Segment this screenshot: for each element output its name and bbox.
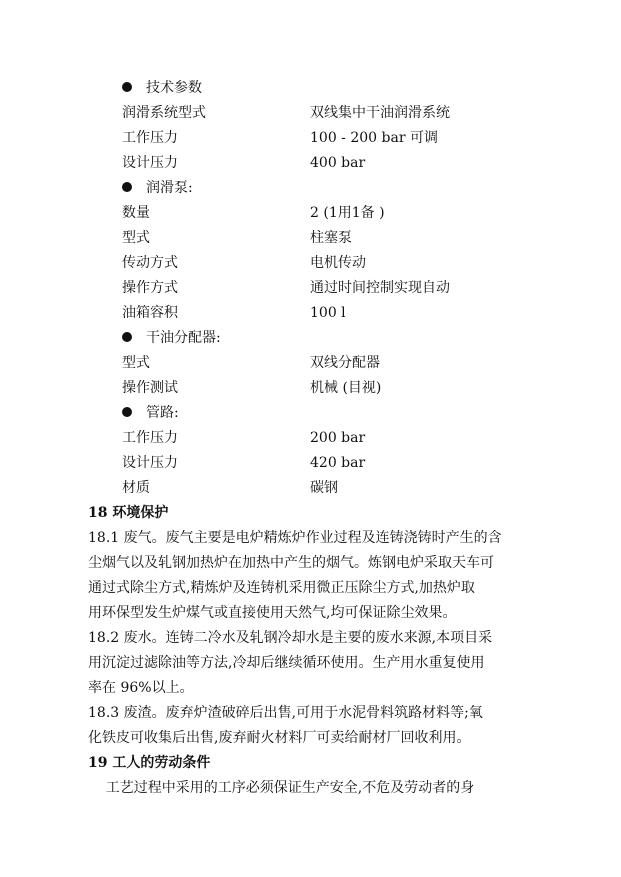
spec-key: 传动方式 bbox=[122, 255, 178, 271]
paragraph-line: 18.1 废气。废气主要是电炉精炼炉作业过程及连铸浇铸时产生的含 bbox=[88, 530, 502, 546]
bullet-label: 干油分配器: bbox=[146, 330, 221, 346]
paragraph-line: 用环保型发生炉煤气或直接使用天然气,均可保证除尘效果。 bbox=[88, 605, 457, 621]
spec-bullet-distributor bbox=[122, 328, 221, 348]
paragraph-line: 尘烟气以及轧钢加热炉在加热中产生的烟气。炼钢电炉采取天车可 bbox=[88, 555, 494, 571]
bullet-label: 技术参数 bbox=[146, 80, 202, 96]
spec-value: 2 (1用1备 ) bbox=[310, 205, 385, 221]
spec-key: 操作测试 bbox=[122, 380, 178, 396]
spec-value: 机械 (目视) bbox=[310, 380, 382, 396]
paragraph-line: 18.3 废渣。废弃炉渣破碎后出售,可用于水泥骨料筑路材料等;氧 bbox=[88, 705, 483, 721]
spec-key: 型式 bbox=[122, 230, 150, 246]
spec-value: 碳钢 bbox=[310, 480, 338, 496]
spec-value: 双线集中干油润滑系统 bbox=[310, 105, 450, 121]
spec-key: 工作压力 bbox=[122, 430, 178, 446]
spec-bullet-piping bbox=[122, 403, 179, 423]
spec-key: 油箱容积 bbox=[122, 305, 178, 321]
paragraph-line: 18.2 废水。连铸二冷水及轧钢冷却水是主要的废水来源,本项目采 bbox=[88, 630, 493, 646]
spec-key: 润滑系统型式 bbox=[122, 105, 206, 121]
spec-value: 200 bar bbox=[310, 430, 366, 446]
spec-value: 100 l bbox=[310, 305, 346, 321]
bullet-dot-icon bbox=[122, 407, 132, 417]
paragraph-line: 用沉淀过滤除油等方法,冷却后继续循环使用。生产用水重复使用 bbox=[88, 655, 485, 671]
spec-value: 电机传动 bbox=[310, 255, 366, 271]
bullet-dot-icon bbox=[122, 82, 132, 92]
paragraph-line: 工艺过程中采用的工序必须保证生产安全,不危及劳动者的身 bbox=[88, 780, 475, 796]
spec-key: 工作压力 bbox=[122, 130, 178, 146]
spec-value: 400 bar bbox=[310, 155, 366, 171]
spec-bullet-technical-params bbox=[122, 78, 202, 98]
spec-key: 设计压力 bbox=[122, 155, 178, 171]
spec-key: 设计压力 bbox=[122, 455, 178, 471]
spec-key: 材质 bbox=[122, 480, 150, 496]
section-heading-19: 19 工人的劳动条件 bbox=[88, 755, 211, 771]
spec-value: 通过时间控制实现自动 bbox=[310, 280, 450, 296]
spec-value: 柱塞泵 bbox=[310, 230, 352, 246]
spec-bullet-pump bbox=[122, 178, 193, 198]
paragraph-line: 率在 96%以上。 bbox=[88, 680, 194, 696]
spec-key: 数量 bbox=[122, 205, 150, 221]
bullet-label: 管路: bbox=[146, 405, 179, 421]
paragraph-line: 化铁皮可收集后出售,废弃耐火材料厂可卖给耐材厂回收利用。 bbox=[88, 730, 471, 746]
spec-value: 420 bar bbox=[310, 455, 366, 471]
spec-value: 100 - 200 bar 可调 bbox=[310, 130, 438, 146]
spec-key: 操作方式 bbox=[122, 280, 178, 296]
spec-key: 型式 bbox=[122, 355, 150, 371]
bullet-dot-icon bbox=[122, 182, 132, 192]
bullet-label: 润滑泵: bbox=[146, 180, 193, 196]
spec-value: 双线分配器 bbox=[310, 355, 380, 371]
bullet-dot-icon bbox=[122, 332, 132, 342]
paragraph-line: 通过式除尘方式,精炼炉及连铸机采用微正压除尘方式,加热炉取 bbox=[88, 580, 475, 596]
section-heading-18: 18 环境保护 bbox=[88, 505, 169, 521]
